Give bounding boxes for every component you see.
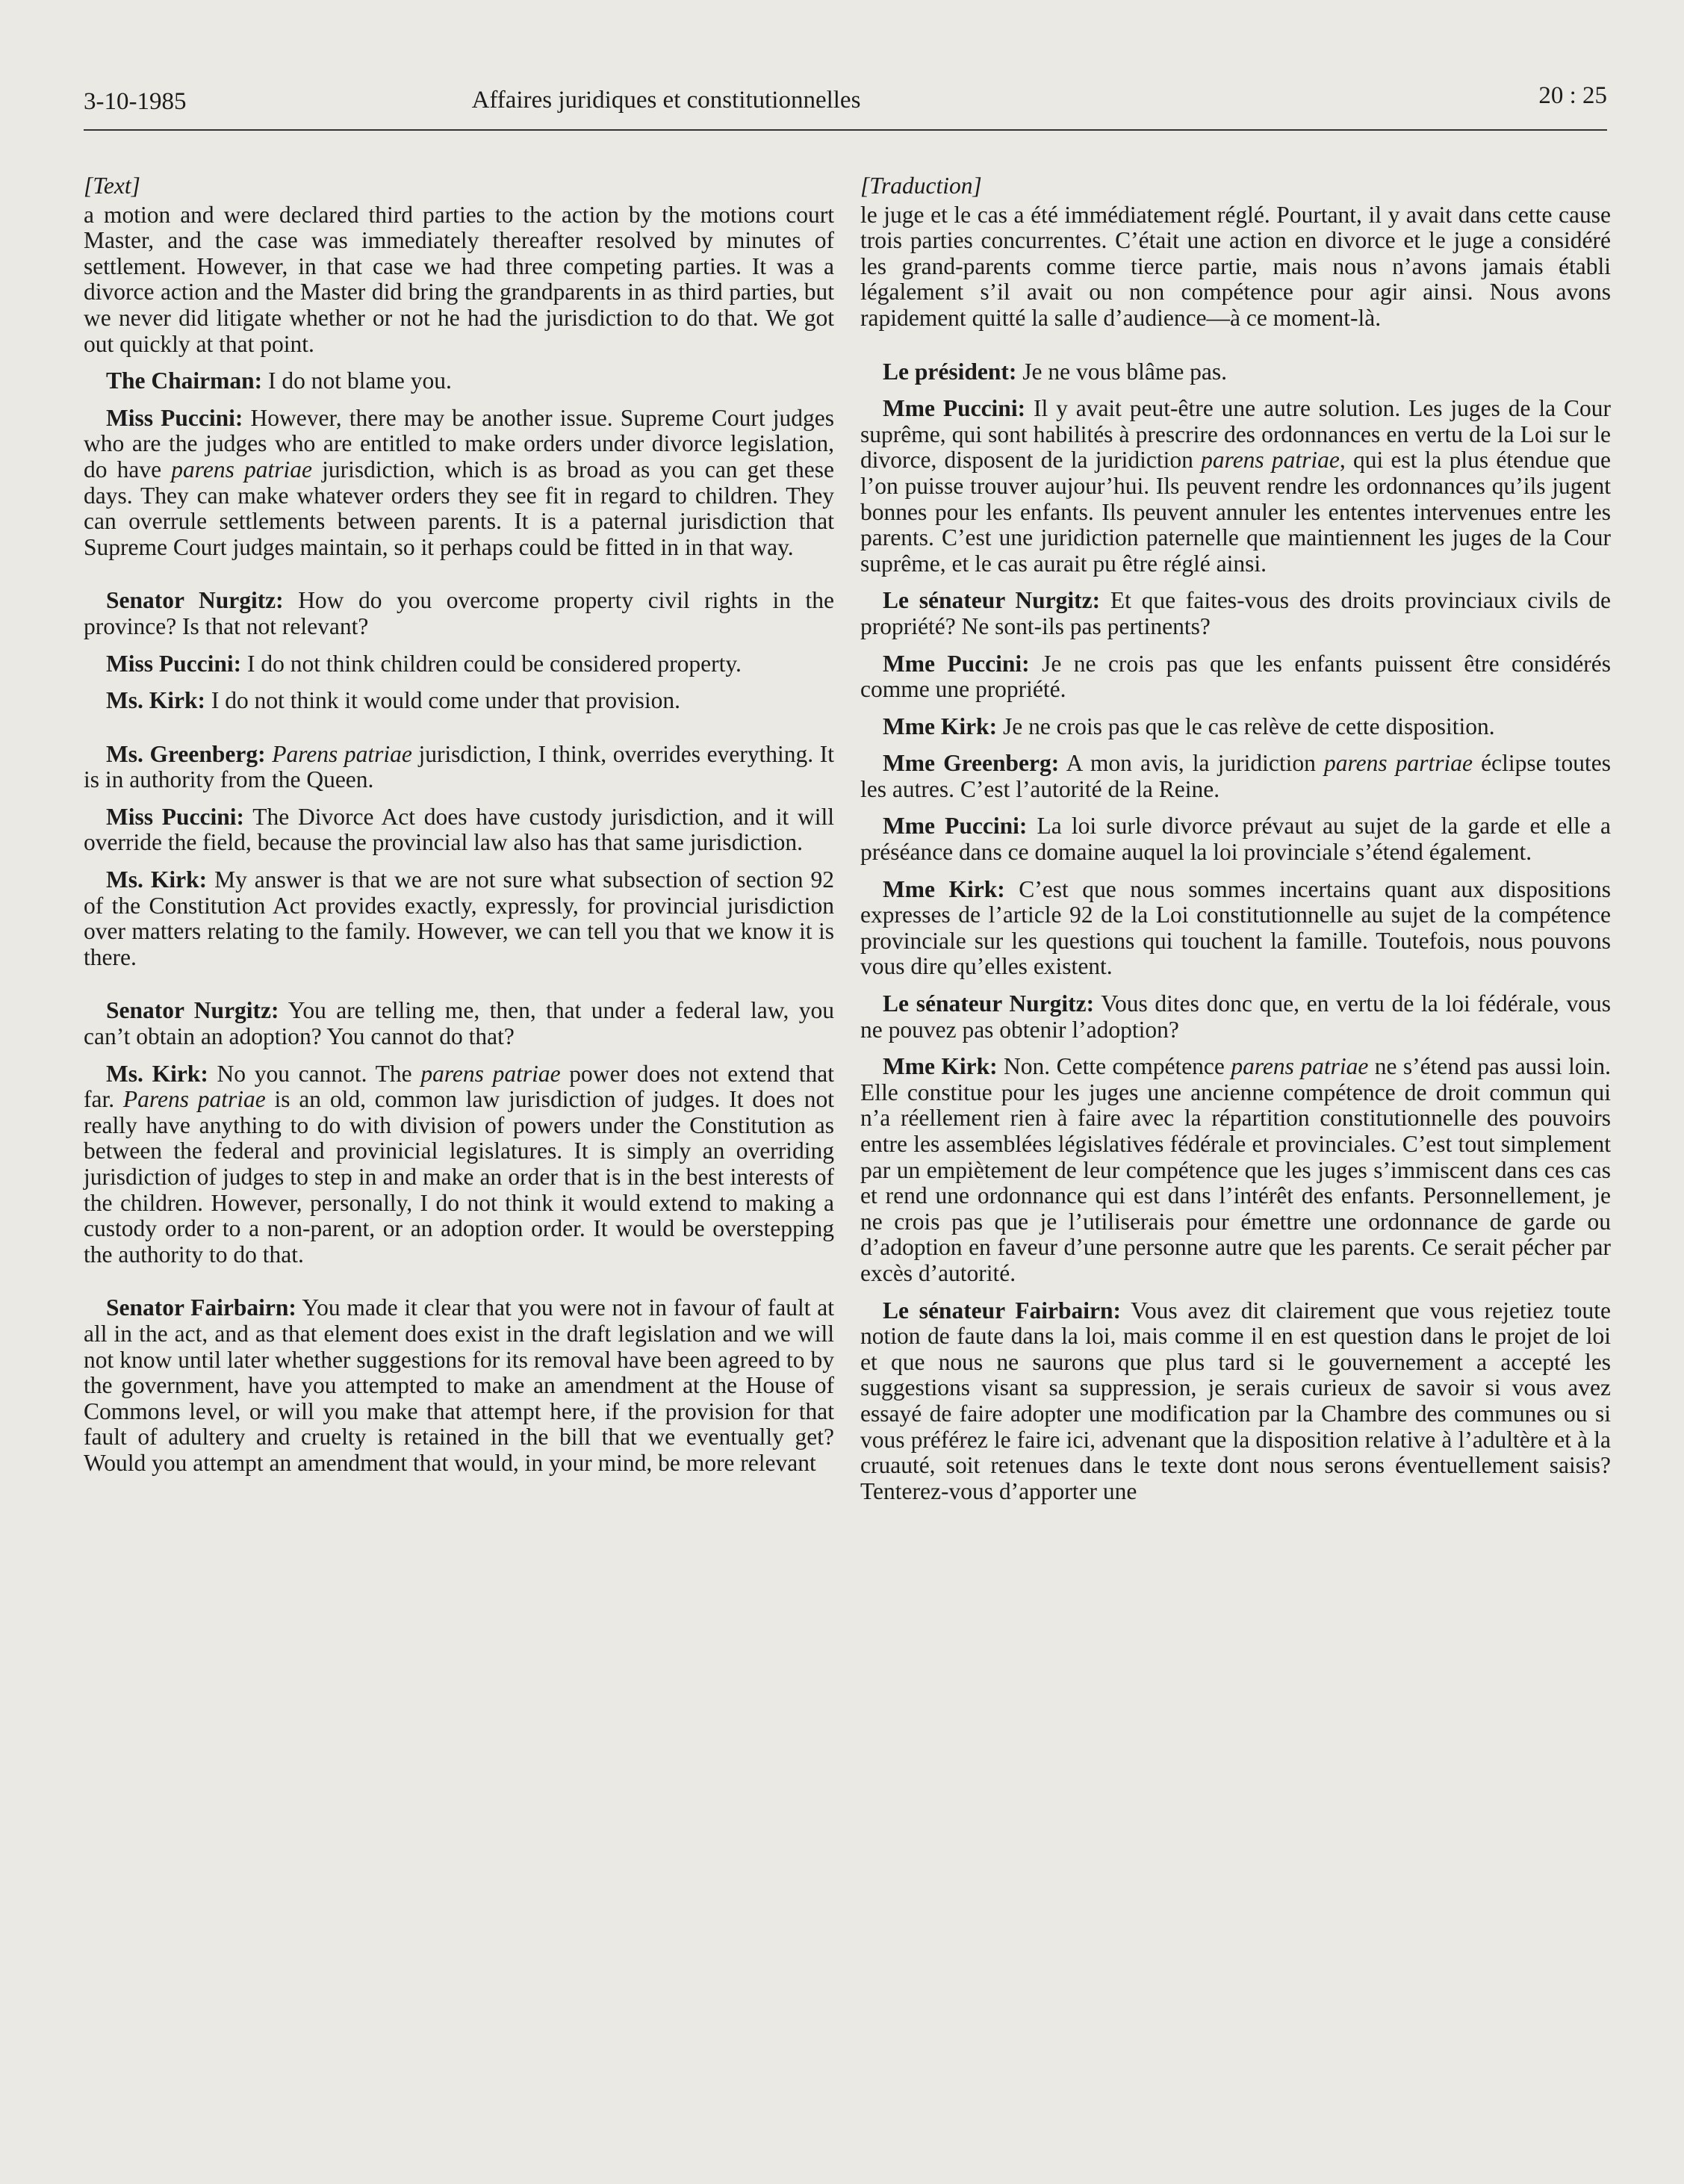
paragraph	[84, 688, 834, 714]
latin-term: parens partriae	[1324, 750, 1473, 777]
page-header	[84, 82, 1607, 127]
paragraph	[84, 804, 834, 856]
paragraph	[84, 867, 834, 970]
speech-text: is an old, common law jurisdiction of judges. It does not really have anything to do with division of powers under the Constitution as between the federal and provinicial legislatures. It is simply an overriding jurisdiction of judges to step in and make an order that is in the best interests of the children. However, personally, I do not think it would extend to making a custody order to a non-parent, or an adoption order. It would be overstepping the authority to do that.	[84, 1086, 834, 1268]
paragraph	[860, 1054, 1611, 1286]
speech-text: Et que faites-vous des droits provinciaux civils de propriété? Ne sont-ils pas pertinents?	[860, 587, 1611, 639]
header-page-number: 20 : 25	[1538, 82, 1607, 109]
speaker-name: Le sénateur Fairbairn:	[883, 1297, 1122, 1324]
speech-text: La loi surle divorce prévaut au sujet de la garde et elle a préséance dans ce domaine auquel la loi provinciale s’étend également.	[860, 813, 1612, 866]
latin-term: Parens patriae	[272, 740, 412, 767]
paragraph	[860, 991, 1611, 1043]
paragraph	[860, 877, 1611, 980]
paragraph	[860, 359, 1611, 385]
paragraph	[84, 742, 834, 793]
speaker-name: Mme Kirk:	[883, 1053, 998, 1080]
text-label: [Text]	[84, 173, 140, 199]
speaker-name: Senator Nurgitz:	[106, 587, 284, 614]
speech-text: Non. Cette compétence	[1004, 1053, 1225, 1080]
speech-text: I do not think children could be considered property.	[247, 650, 742, 677]
speaker-name: Le sénateur Nurgitz:	[883, 990, 1095, 1017]
speech-text: No you cannot. The	[217, 1060, 412, 1087]
speech-text: Je ne crois pas que les enfants puissent être considérés comme une propriété.	[860, 650, 1611, 703]
speech-text: How do you overcome property civil rights in the province? Is that not relevant?	[84, 587, 834, 639]
speech-text: jurisdiction, which is as broad as you can get these days. They can make whatever orders they see fit in regard to children. They can overrule settlements between parents. It is a paternal jurisdiction that Supreme Court judges maintain, so it perhaps could be fitted in in that way.	[84, 456, 835, 560]
paragraph	[860, 651, 1611, 703]
speech-text: Il y avait peut-être une autre solution. Les juges de la Cour suprême, qui sont habilités à prescrire des ordonnances en vertu de la Loi sur le divorce, disposent de la juridiction	[860, 395, 1612, 474]
paragraph	[860, 714, 1611, 740]
intro-paragraph: le juge et le cas a été immédiatement réglé. Pourtant, il y avait dans cette cause trois parties concurrentes. C’était une action en divorce et le juge a considéré les grand-parents comme tierce partie, mais nous n’avons jamais établi légalement s’il avait ou non compétence pour agir ainsi. Nous avons rapidement quitté la salle d’audience—à ce moment-là.	[860, 201, 1611, 331]
speech-text: power does not extend that far.	[84, 1060, 835, 1113]
speaker-name: Miss Puccini:	[106, 803, 245, 830]
speech-text: My answer is that we are not sure what subsection of section 92 of the Constitution Act provides exactly, expressly, for provincial jurisdiction over matters relating to the family. However, we can tell you that we know it is there.	[84, 866, 835, 970]
speech-text: éclipse toutes les autres. C’est l’autorité de la Reine.	[860, 750, 1612, 802]
french-column	[860, 173, 1611, 1516]
header-rule	[84, 129, 1607, 131]
speech-text: A mon avis, la juridiction	[1066, 750, 1316, 777]
speaker-name: Le sénateur Nurgitz:	[883, 587, 1101, 614]
latin-term: parens patriae	[1201, 447, 1340, 474]
paragraph	[84, 651, 834, 677]
speech-text: The Divorce Act does have custody jurisdiction, and it will override the field, because the provincial law also has that same jurisdiction.	[84, 803, 834, 856]
speaker-name: Le président:	[883, 358, 1017, 385]
latin-term: parens patriae	[420, 1060, 561, 1087]
speech-text: I do not blame you.	[268, 367, 452, 394]
speaker-name: Miss Puccini:	[106, 650, 242, 677]
paragraph	[84, 1061, 834, 1268]
speech-text: You are telling me, then, that under a federal law, you can’t obtain an adoption? You cannot do that?	[84, 997, 834, 1050]
speaker-name: Ms. Kirk:	[106, 687, 205, 714]
speech-text: You made it clear that you were not in favour of fault at all in the act, and as that element does exist in the draft legislation and we will not know until later whether suggestions for its removal have been agreed to by the government, have you attempted to make an amendment at the House of Commons level, or will you make that attempt here, if the provision for that fault of adultery and cruelty is retained in the bill that we eventually get? Would you attempt an amendment that would, in your mind, be more relevant	[84, 1294, 834, 1476]
speaker-name: The Chairman:	[106, 367, 263, 394]
header-title: Affaires juridiques et constitutionnelles	[471, 87, 861, 114]
traduction-label: [Traduction]	[860, 173, 982, 199]
speech-text: Vous dites donc que, en vertu de la loi fédérale, vous ne pouvez pas obtenir l’adoption?	[860, 990, 1611, 1043]
speaker-name: Senator Fairbairn:	[106, 1294, 296, 1321]
speaker-name: Mme Puccini:	[883, 395, 1026, 422]
speaker-name: Mme Puccini:	[883, 813, 1028, 840]
paragraph	[860, 396, 1611, 577]
english-column	[84, 173, 834, 1488]
speech-text: , qui est la plus étendue que l’on puisse trouver aujour’hui. Ils peuvent rendre les ordonnances qu’ils jugent bonnes pour les enfants. Ils peuvent annuler les ententes intervenues entre les parents. C’est une juridiction paternelle que maintiennent les juges de la Cour suprême, et le cas aurait pu être réglé ainsi.	[860, 447, 1611, 577]
speech-text: However, there may be another issue. Supreme Court judges who are the judges who are entitled to make orders under divorce legislation, do have	[84, 404, 834, 483]
paragraph	[84, 1295, 834, 1476]
speaker-name: Mme Greenberg:	[883, 750, 1060, 777]
intro-paragraph: a motion and were declared third parties to the action by the motions court Master, and the case was immediately thereafter resolved by minutes of settlement. However, in that case we had three competing parties. It was a divorce action and the Master did bring the grandparents in as third parties, but we never did litigate whether or not he had the jurisdiction to do that. We got out quickly at that point.	[84, 201, 834, 357]
latin-term: parens patriae	[171, 456, 312, 483]
speech-text: I do not think it would come under that provision.	[211, 687, 681, 714]
paragraph	[84, 368, 834, 394]
latin-term: Parens patriae	[122, 1086, 266, 1113]
speaker-name: Ms. Kirk:	[106, 866, 208, 893]
header-date: 3-10-1985	[84, 88, 187, 115]
speech-text: C’est que nous sommes incertains quant aux dispositions expresses de l’article 92 de la Loi constitutionnelle au sujet de la compétence provinciale sur les questions qui touchent la famille. Toutefois, nous pouvons vous dire qu’elles existent.	[860, 875, 1611, 980]
speaker-name: Mme Puccini:	[883, 650, 1030, 677]
speaker-name: Senator Nurgitz:	[106, 997, 279, 1024]
speech-text: Je ne crois pas que le cas relève de cette disposition.	[1002, 713, 1495, 739]
speaker-name: Miss Puccini:	[106, 404, 243, 431]
speech-text: jurisdiction, I think, overrides everything. It is in authority from the Queen.	[84, 740, 835, 793]
paragraph	[860, 588, 1611, 639]
speaker-name: Mme Kirk:	[883, 713, 998, 739]
speaker-name: Ms. Greenberg:	[106, 740, 266, 767]
paragraph	[84, 998, 834, 1049]
paragraph	[860, 1298, 1611, 1505]
latin-term: parens patriae	[1231, 1053, 1369, 1080]
paragraph	[860, 751, 1611, 802]
speech-text: Je ne vous blâme pas.	[1022, 358, 1228, 385]
speaker-name: Ms. Kirk:	[106, 1060, 208, 1087]
paragraph	[860, 813, 1611, 865]
speech-text: ne s’étend pas aussi loin. Elle constitue pour les juges une ancienne compétence de droit commun qui n’a réellement rien à faire avec la répartition constitutionnelle des pouvoirs entre les assemblées législatives fédérale et provinciales. C’est tout simplement par un empiètement de leur compétence que les juges s’immiscent dans ces cas et rend une ordonnance qui est dans l’intérêt des enfants. Personnellement, je ne crois pas que je l’utiliserais pour émettre une ordonnance de garde ou d’adoption en faveur d’une personne autre que les parents. Ce serait pécher par excès d’autorité.	[860, 1053, 1611, 1286]
speech-text: Vous avez dit clairement que vous rejetiez toute notion de faute dans la loi, mais comme il en est question dans le projet de loi et que nous ne saurons que plus tard si le gouvernement a accepté les suggestions visant sa suppression, je serais curieux de savoir si vous avez essayé de faire adopter une modification par la Chambre des communes ou si vous préférez le faire ici, advenant que la disposition relative à l’adultère et à la cruauté, soit retenues dans le texte dont nous serons éventuellement saisis? Tenterez-vous d’apporter une	[860, 1297, 1611, 1504]
paragraph	[84, 588, 834, 639]
paragraph	[84, 406, 834, 561]
speaker-name: Mme Kirk:	[883, 875, 1005, 902]
